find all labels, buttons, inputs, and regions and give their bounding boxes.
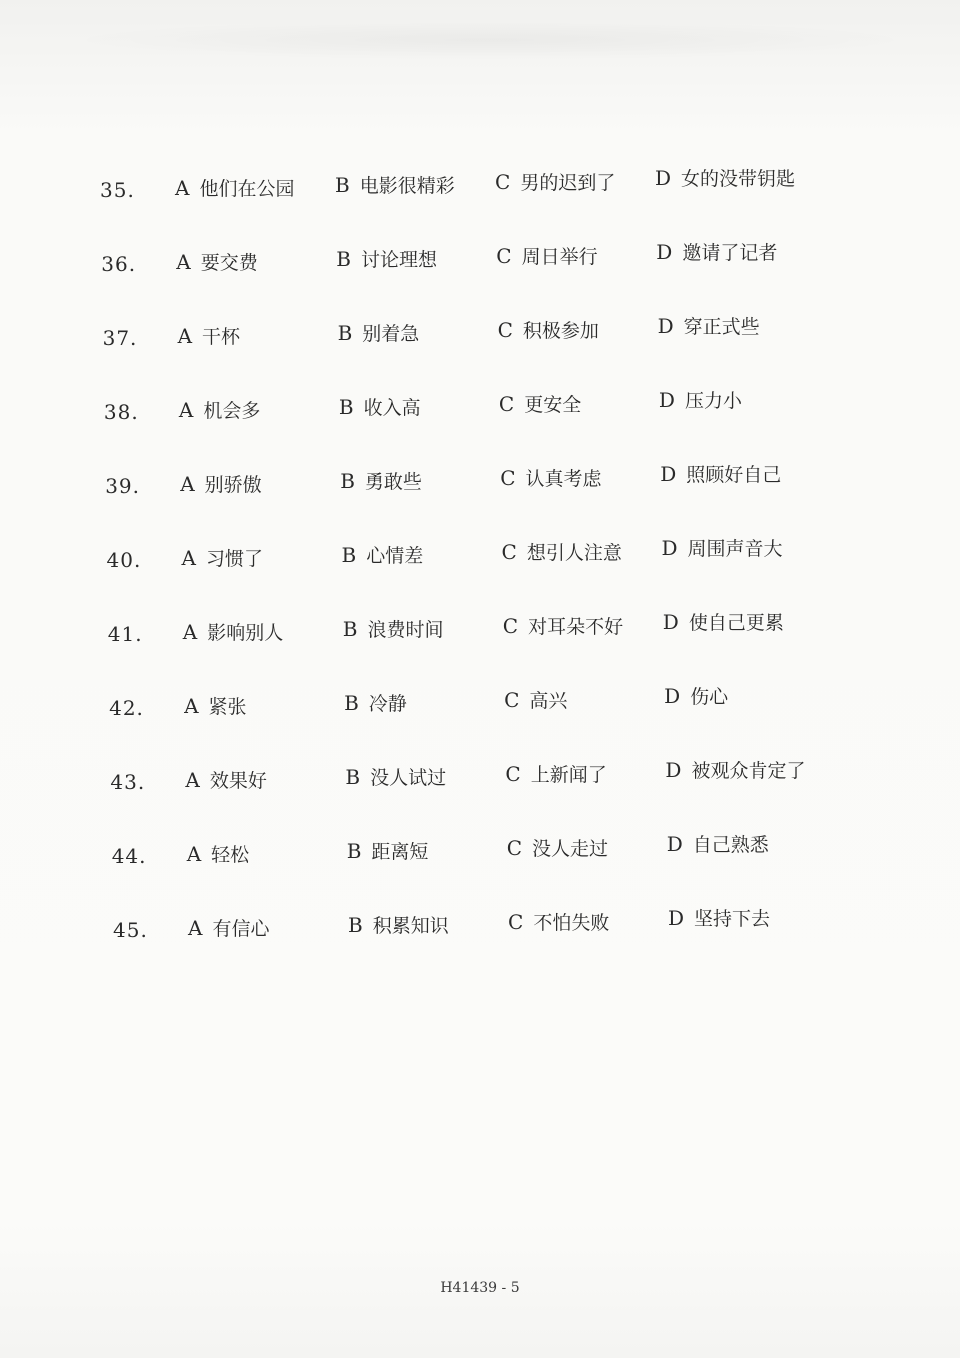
option-text: 伤心: [690, 686, 729, 708]
option-text: 女的没带钥匙: [681, 168, 796, 190]
option-d: [665, 750, 805, 791]
option-c: [507, 828, 608, 869]
option-text: 讨论理想: [361, 249, 438, 271]
option-a: [175, 168, 294, 209]
option-b: [336, 239, 437, 280]
option-c: [508, 902, 609, 943]
question-row: [101, 240, 861, 280]
option-letter: C: [497, 318, 513, 342]
option-text: 邀请了记者: [682, 242, 778, 264]
option-letter: A: [177, 324, 193, 348]
question-row: [104, 388, 864, 428]
option-d: [663, 602, 784, 643]
option-c: [504, 680, 567, 721]
option-text: 他们在公园: [199, 178, 295, 200]
question-number: 43.: [110, 770, 146, 794]
option-c: [503, 606, 623, 647]
option-letter: B: [335, 173, 350, 197]
option-letter: D: [661, 536, 678, 560]
option-a: [187, 834, 249, 875]
option-letter: D: [657, 314, 674, 338]
option-letter: A: [186, 842, 202, 866]
option-text: 想引人注意: [526, 542, 622, 564]
option-text: 高兴: [529, 690, 568, 712]
option-letter: B: [336, 247, 351, 271]
option-letter: D: [658, 388, 675, 412]
question-number: 42.: [109, 696, 144, 720]
option-letter: C: [496, 244, 512, 268]
option-text: 冷静: [368, 693, 407, 715]
option-text: 紧张: [208, 696, 247, 718]
option-text: 轻松: [211, 844, 250, 866]
option-letter: D: [660, 462, 677, 486]
option-a: [183, 612, 283, 653]
question-number: 35.: [100, 178, 135, 202]
option-text: 积极参加: [522, 320, 599, 342]
question-number: 38.: [103, 400, 139, 424]
option-text: 对耳朵不好: [528, 616, 624, 638]
page-footer: [0, 1280, 960, 1296]
option-text: 更安全: [524, 394, 582, 416]
option-b: [347, 831, 429, 872]
option-c: [496, 236, 597, 277]
option-b: [335, 165, 455, 206]
option-text: 不怕失败: [533, 912, 610, 934]
option-letter: B: [342, 617, 358, 641]
question-number: 37.: [102, 326, 138, 350]
option-text: 周围声音大: [687, 538, 783, 560]
option-text: 习惯了: [205, 548, 263, 570]
question-number: 45.: [113, 918, 148, 942]
option-b: [338, 313, 420, 354]
option-letter: A: [184, 694, 199, 718]
option-letter: B: [338, 395, 354, 419]
option-letter: C: [504, 688, 520, 712]
question-row: [103, 314, 863, 354]
option-text: 有信心: [212, 918, 270, 940]
option-letter: B: [337, 321, 353, 345]
option-letter: D: [668, 906, 685, 930]
option-d: [664, 676, 728, 717]
option-text: 电影很精彩: [359, 175, 455, 197]
option-a: [188, 908, 269, 949]
option-letter: D: [655, 166, 672, 190]
option-text: 机会多: [203, 400, 261, 422]
option-letter: B: [345, 765, 361, 789]
option-c: [499, 384, 581, 425]
option-d: [668, 898, 770, 939]
option-c: [505, 754, 606, 795]
option-text: 影响别人: [207, 622, 284, 644]
option-c: [495, 162, 615, 203]
question-number: 36.: [101, 252, 137, 276]
option-text: 收入高: [363, 397, 421, 419]
option-text: 认真考虑: [525, 468, 602, 490]
option-text: 勇敢些: [364, 471, 422, 493]
option-letter: A: [178, 398, 194, 422]
option-letter: D: [664, 684, 681, 708]
option-letter: C: [506, 836, 522, 860]
option-letter: A: [181, 546, 196, 570]
option-text: 周日举行: [521, 246, 598, 268]
option-letter: C: [500, 466, 516, 490]
option-letter: A: [185, 768, 200, 792]
option-text: 没人试过: [370, 767, 447, 789]
option-text: 没人走过: [532, 838, 609, 860]
option-text: 别着急: [362, 323, 420, 345]
option-text: 心情差: [366, 545, 424, 567]
option-text: 照顾好自己: [686, 464, 782, 486]
option-text: 积累知识: [372, 915, 449, 937]
option-letter: A: [175, 176, 190, 200]
option-b: [342, 535, 424, 576]
question-row: [107, 536, 867, 576]
option-d: [658, 306, 760, 347]
option-letter: C: [502, 614, 519, 638]
option-letter: D: [656, 240, 673, 264]
option-text: 距离短: [371, 841, 429, 863]
question-number: 40.: [106, 548, 142, 572]
option-d: [659, 380, 742, 421]
option-a: [178, 316, 240, 357]
option-a: [185, 760, 266, 801]
option-c: [500, 458, 601, 499]
option-c: [502, 532, 622, 573]
option-b: [340, 461, 422, 502]
option-letter: C: [505, 762, 521, 786]
option-a: [180, 464, 261, 505]
question-row: [105, 462, 865, 502]
page-code: H41439 - 5: [440, 1280, 520, 1296]
option-letter: C: [501, 540, 517, 564]
option-letter: B: [344, 691, 359, 715]
option-text: 别骄傲: [204, 474, 262, 496]
option-text: 穿正式些: [683, 316, 760, 338]
option-text: 使自己更累: [688, 612, 784, 634]
option-letter: D: [665, 758, 682, 782]
option-a: [176, 242, 257, 283]
scan-artifact: [60, 20, 920, 60]
option-d: [660, 454, 781, 495]
option-text: 效果好: [209, 770, 267, 792]
option-a: [179, 390, 260, 431]
question-row: [109, 684, 869, 724]
option-d: [667, 824, 769, 865]
option-text: 坚持下去: [694, 908, 771, 930]
option-d: [662, 528, 783, 569]
question-row: [100, 166, 860, 206]
option-b: [344, 683, 407, 724]
option-text: 自己熟悉: [692, 834, 769, 856]
option-text: 男的迟到了: [520, 172, 616, 194]
question-row: [113, 906, 873, 946]
option-d: [656, 232, 777, 273]
option-a: [182, 538, 263, 579]
question-number: 39.: [105, 474, 140, 498]
option-b: [339, 387, 421, 428]
option-text: 上新闻了: [530, 764, 607, 786]
option-text: 压力小: [684, 390, 742, 412]
question-row: [108, 610, 868, 650]
option-letter: B: [341, 543, 357, 567]
option-letter: C: [508, 910, 524, 934]
option-letter: D: [662, 610, 679, 634]
option-c: [498, 310, 599, 351]
question-number: 44.: [111, 844, 147, 868]
option-text: 干杯: [202, 326, 241, 348]
option-letter: A: [176, 250, 191, 274]
option-text: 要交费: [200, 252, 258, 274]
option-b: [345, 757, 446, 798]
option-letter: A: [188, 916, 203, 940]
option-text: 浪费时间: [367, 619, 444, 641]
option-letter: C: [498, 392, 515, 416]
option-letter: A: [182, 620, 198, 644]
question-row: [112, 832, 872, 872]
option-d: [655, 158, 795, 199]
option-b: [348, 905, 449, 946]
option-a: [184, 686, 246, 727]
option-letter: B: [346, 839, 362, 863]
option-text: 被观众肯定了: [691, 760, 806, 782]
question-number: 41.: [107, 622, 143, 646]
option-letter: B: [348, 913, 363, 937]
option-b: [343, 609, 444, 650]
option-letter: C: [495, 170, 511, 194]
option-letter: B: [340, 469, 355, 493]
option-letter: D: [666, 832, 683, 856]
option-letter: A: [180, 472, 195, 496]
question-row: [110, 758, 870, 798]
